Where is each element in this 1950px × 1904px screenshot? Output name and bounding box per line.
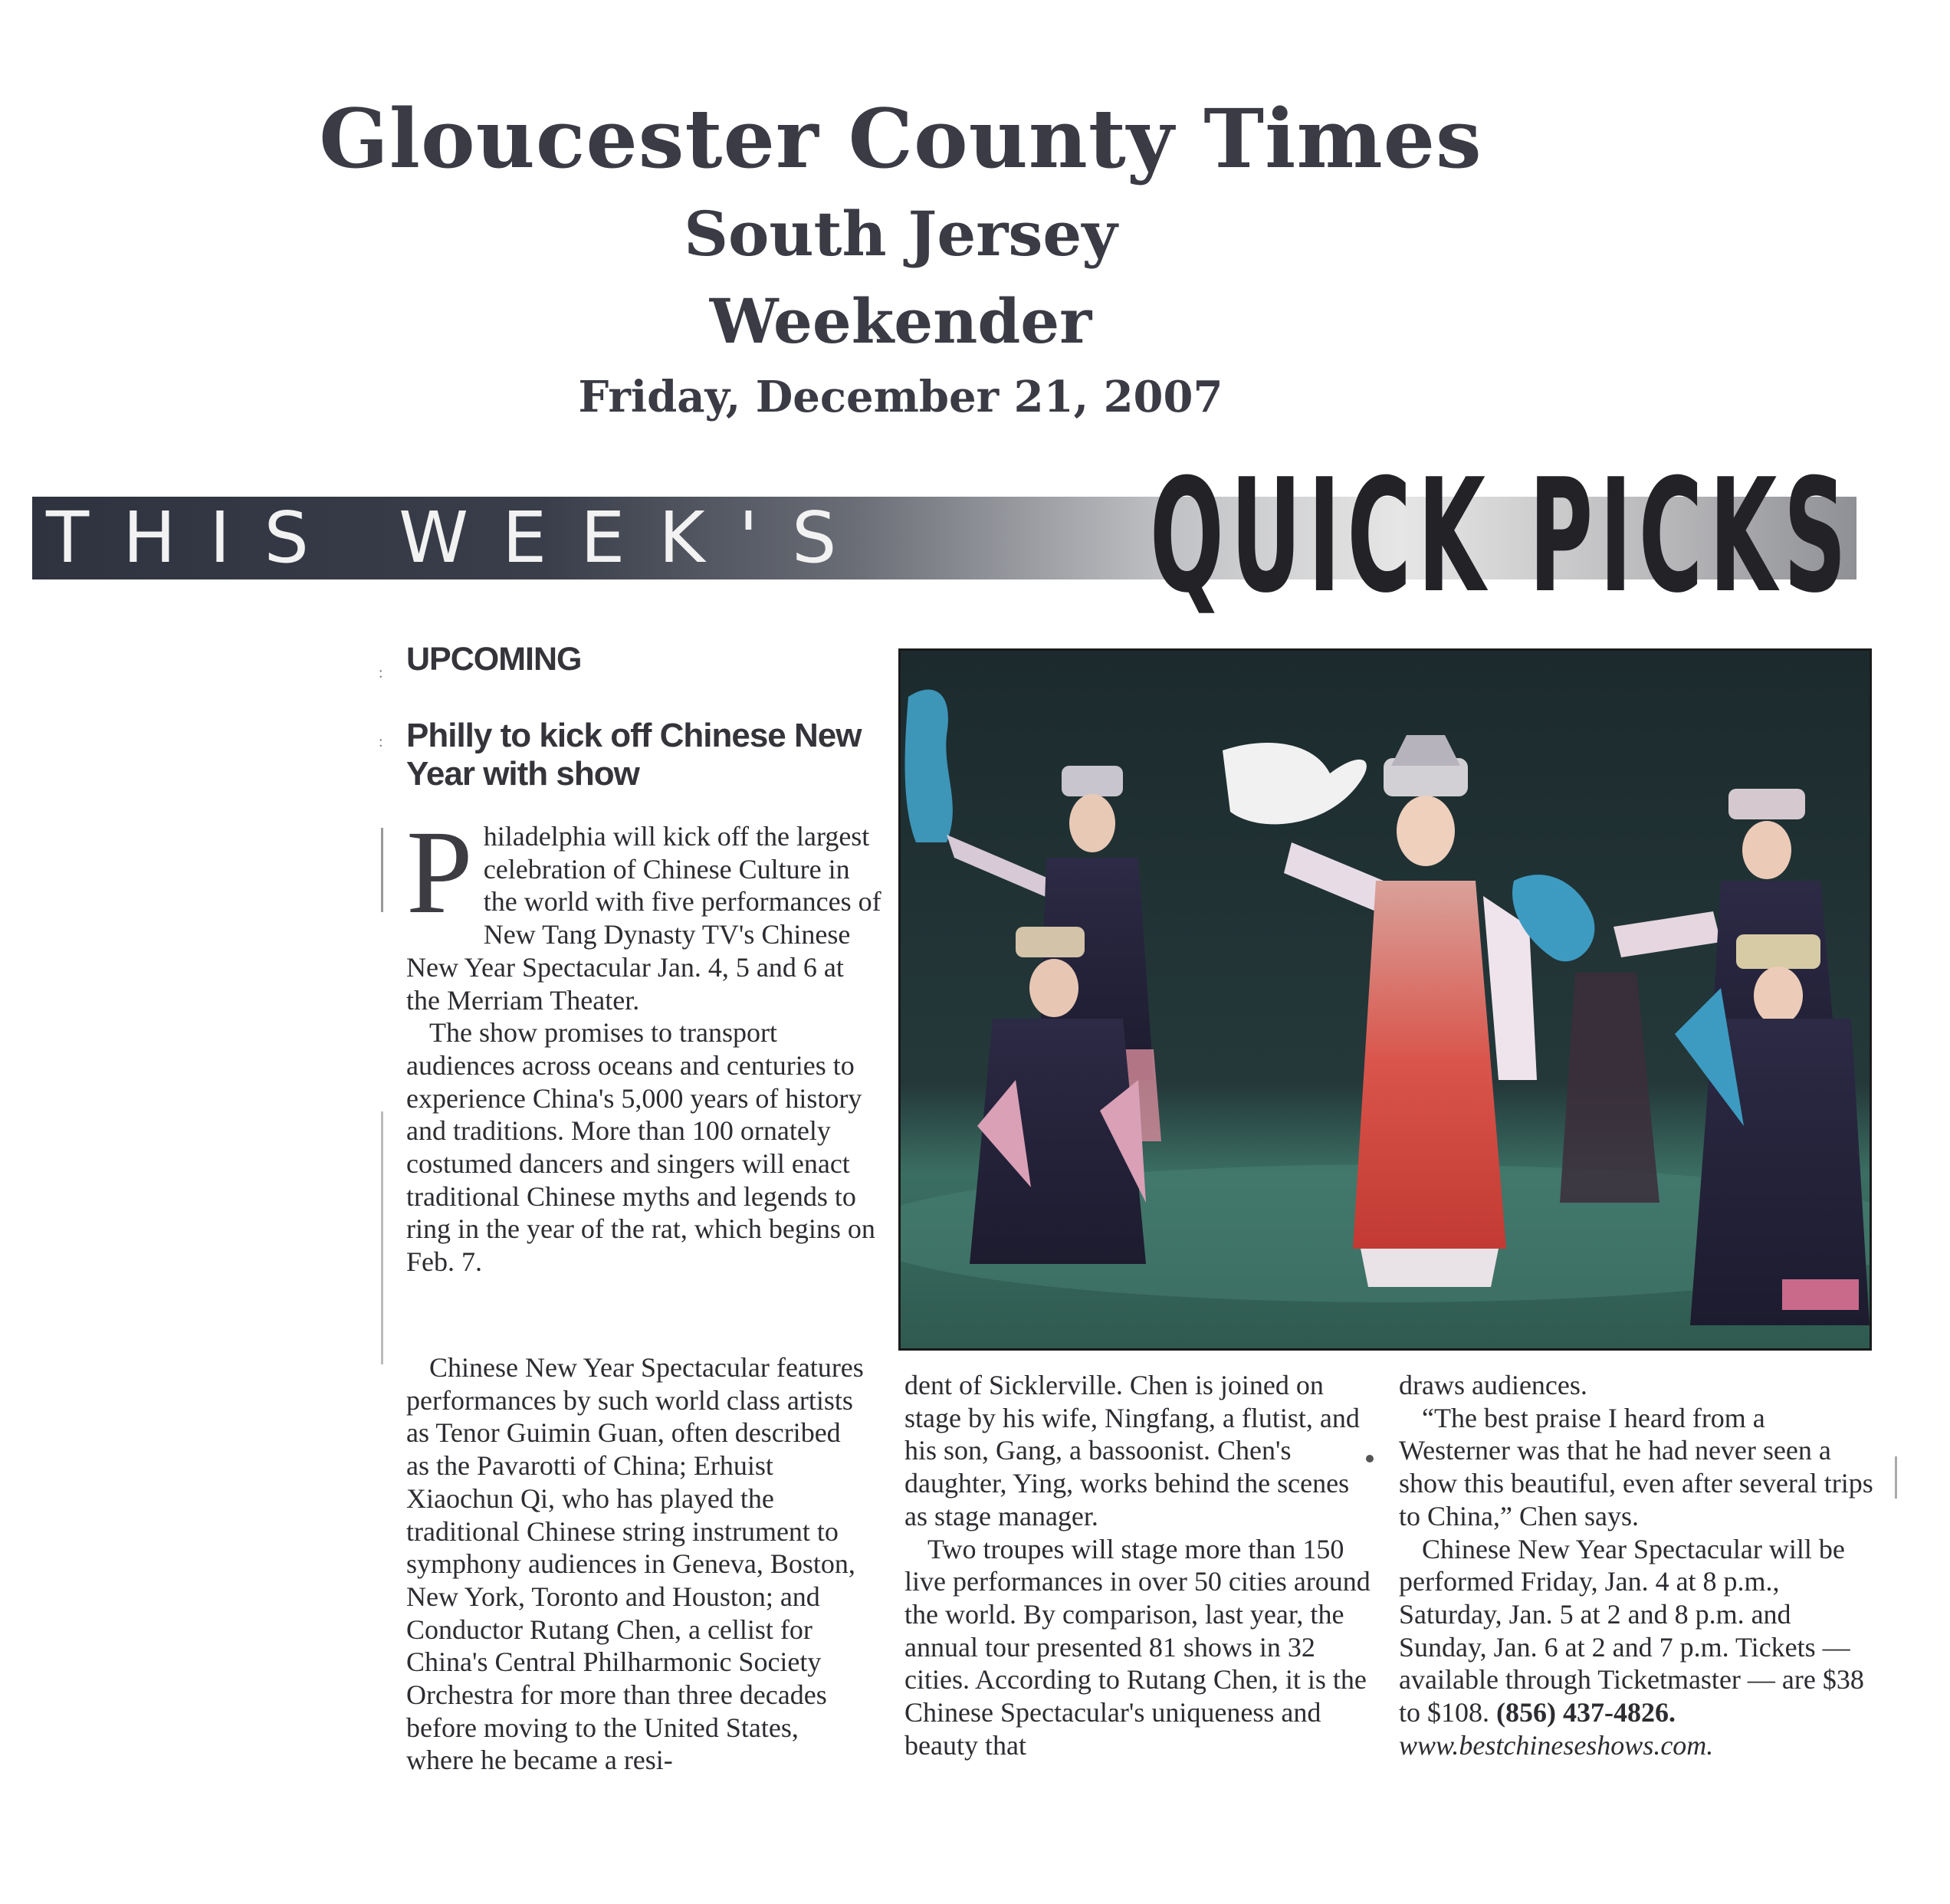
article-column-3 <box>1399 1369 1874 1761</box>
article-column-1-top <box>406 806 881 1279</box>
article-paragraph-1 <box>406 806 881 1016</box>
margin-rule <box>381 828 383 912</box>
margin-rule <box>381 1111 383 1364</box>
masthead-subtitle-section: Weekender <box>709 285 1092 357</box>
banner-right-text: QUICK PICKS <box>1150 446 1853 628</box>
article-paragraph-2: The show promises to transport audiences across oceans and centuries to experience China's 5,000 years of history and traditions. More than 100 ornately costumed dancers and singers will enact traditional Chinese myths and legends to ring in the year of the rat, which begins on Feb. 7. <box>406 1017 875 1278</box>
paragraph-1-text: hiladelphia will kick off the largest celebration of Chinese Culture in the world with five performances of New Tang Dynasty TV's Chinese New Year Spectacular Jan. 4, 5 and 6 at the Merriam Theater. <box>406 821 881 1016</box>
masthead-subtitle-region: South Jersey <box>684 198 1118 270</box>
margin-ticks: : <box>379 665 383 681</box>
dance-photo-illustration <box>901 651 1870 1348</box>
article-paragraph-6 <box>1399 1533 1874 1762</box>
schedule-text: Chinese New Year Spectacular will be performed Friday, Jan. 4 at 8 p.m., Saturday, Jan. 5 at 2 and 8 p.m. and Sunday, Jan. 6 at 2 and 7 p.m. Tickets — available through Ticketmaster — are $38 to $108. <box>1399 1533 1864 1728</box>
section-kicker: UPCOMING <box>406 641 582 678</box>
masthead-date: Friday, December 21, 2007 <box>578 372 1223 422</box>
website-link[interactable]: www.bestchineseshows.com. <box>1399 1729 1714 1761</box>
drop-cap: P <box>406 806 473 938</box>
article-column-2 <box>904 1369 1372 1761</box>
dance-photo <box>898 648 1872 1351</box>
banner-left-text: THIS WEEK'S <box>46 497 871 579</box>
article-paragraph-3-continued: dent of Sicklerville. Chen is joined on stage by his wife, Ningfang, a flutist, and his son, Gang, a bassoonist. Chen's daughter, Ying, works behind the scenes as stage manager. <box>904 1370 1360 1531</box>
masthead-title: Gloucester County Times <box>319 90 1482 186</box>
margin-ticks: : <box>379 734 383 750</box>
article-paragraph-4-continued: draws audiences. <box>1399 1370 1587 1400</box>
article-headline: Philly to kick off Chinese New Year with show <box>406 717 862 793</box>
article-paragraph-3: Chinese New Year Spectacular features performances by such world class artists as Tenor Guimin Guan, often described as the Pavarotti of China; Erhuist Xiaochun Qi, who has played the traditional Chinese string instrument to symphony audiences in Geneva, Boston, New York, Toronto and Houston; and Conductor Rutang Chen, a cellist for China's Central Philharmonic Society Orchestra for more than three decades before moving to the United States, where he became a resi- <box>406 1352 864 1776</box>
article-column-1-bottom <box>406 1351 866 1777</box>
article-paragraph-5: “The best praise I heard from a Westerner was that he had never seen a show this beautiful, even after several trips to China,” Chen says. <box>1399 1402 1873 1531</box>
margin-rule <box>1895 1456 1897 1499</box>
article-paragraph-4: Two troupes will stage more than 150 live performances in over 50 cities around the world. By comparison, last year, the annual tour presented 81 shows in 32 cities. According to Rutang Chen, it is the Chinese Spectacular's uniqueness and beauty that <box>904 1533 1371 1761</box>
column-dot <box>1366 1455 1374 1462</box>
phone-number: (856) 437-4826. <box>1496 1697 1676 1728</box>
